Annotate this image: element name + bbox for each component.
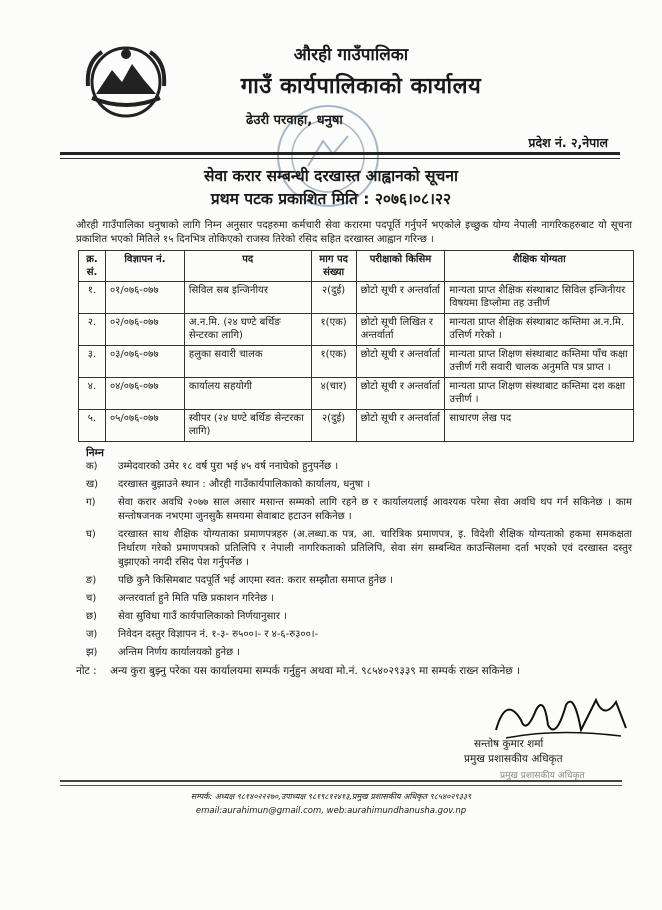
vacancy-table [78, 250, 634, 442]
term-key: क) [86, 461, 98, 472]
cell-exam: छोटो सूची र अन्तर्वार्ता [356, 346, 445, 378]
footer-email: email:aurahimun@gmail.com, web:aurahimundhanusha.gov.np [195, 806, 467, 816]
cell-ad-no: ०२/०७६-०७७ [105, 314, 184, 346]
list-item [86, 496, 632, 524]
cell-count: १(एक) [311, 314, 356, 346]
cell-qualification: मान्यता प्राप्त शिक्षण संस्थाबाट कम्तिमा दश कक्षा उत्तीर्ण । [445, 378, 634, 410]
term-text: सेवा सुविधा गाउँ कार्यपालिकाको निर्णयानुसार । [118, 611, 287, 622]
list-item [86, 628, 632, 642]
terms-heading: निम्न [86, 447, 104, 459]
table-row [79, 282, 634, 314]
term-text: अन्तिम निर्णय कार्यालयको हुनेछ । [118, 647, 241, 658]
cell-post: कार्यालय सहयोगी [184, 378, 311, 410]
cell-exam: छोटो सूची र अन्तर्वार्ता [356, 378, 445, 410]
signatory-stamp: प्रमुख प्रशासकीय अधिकृत [500, 771, 585, 781]
list-item [86, 610, 632, 624]
col-header-count: माग पद संख्या [311, 251, 356, 282]
cell-sn: ५. [79, 410, 106, 442]
note-text: अन्य कुरा बुझ्नु परेका यस कार्यालयमा सम्पर्क गर्नुहुन अथवा मो.नं. ९८५४०२९३३९ मा सम्पर्क राख्न सकिनेछ । [110, 665, 521, 677]
footer-rule-thin [60, 785, 622, 786]
table-row [79, 410, 634, 442]
cell-qualification: मान्यता प्राप्त शैक्षिक संस्थाबाट कम्तिमा अ.न.मि. उत्तिर्ण गरेको । [445, 314, 634, 346]
col-header-ad-no: विज्ञापन नं. [105, 251, 184, 282]
footer-contact: सम्पर्क: अध्यक्ष ९८१४०२२२७०,उपाध्यक्ष ९८१९८१२४१३,प्रमुख प्रशासकीय अधिकृत ९८५४०२९३३९ [190, 792, 472, 801]
cell-qualification: मान्यता प्राप्त शैक्षिक संस्थाबाट सिविल इन्जिनीयर विषयमा डिप्लोमा तह उत्तीर्ण [445, 282, 634, 314]
term-key: ङ) [86, 575, 97, 586]
list-item [86, 592, 632, 606]
province-label: प्रदेश नं. २,नेपाल [528, 135, 608, 150]
cell-qualification: मान्यता प्राप्त शिक्षण संस्थाबाट कम्तिमा पाँच कक्षा उत्तीर्ण गरी सवारी चालक अनुमति पत्र प्राप्त । [445, 346, 634, 378]
header-rule-thick [60, 152, 620, 155]
cell-post: अ.न.मि. (२४ घण्टे बर्थिङ सेन्टरका लागि) [184, 314, 311, 346]
term-text: दरखास्त बुझाउने स्थान : औरही गाउँकार्यपालिकाको कार्यालय, धनुषा । [118, 479, 371, 490]
term-key: छ) [86, 611, 97, 622]
cell-ad-no: ०३/०७६-०७७ [105, 346, 184, 378]
term-text: पछि कुनै किसिमबाट पदपूर्ति भई आएमा स्वत: करार सम्झौता समाप्त हुनेछ । [118, 575, 394, 586]
cell-ad-no: ०५/०७६-०७७ [105, 410, 184, 442]
cell-sn: १. [79, 282, 106, 314]
list-item [86, 646, 632, 660]
municipality-name: औरही गाउँपालिका [293, 45, 409, 65]
term-key: च) [86, 593, 97, 604]
list-item [86, 528, 632, 570]
term-text: उम्मेदवारको उमेर १८ वर्ष पुरा भई ४५ वर्ष ननाघेको हुनुपर्नेछ । [118, 461, 339, 472]
term-key: ग) [86, 497, 96, 508]
signatory-name: सन्तोष कुमार शर्मा [474, 738, 544, 750]
table-row [79, 346, 634, 378]
cell-qualification: साधारण लेख पद [445, 410, 634, 442]
term-text: निवेदन दस्तुर विज्ञापन नं. १-३- रु५००।- र ४-६-रु३००।- [118, 629, 319, 640]
footer-rule-thick [60, 780, 622, 782]
cell-ad-no: ०४/०७६-०७७ [105, 378, 184, 410]
col-header-post: पद [184, 251, 311, 282]
term-key: ज) [86, 629, 98, 640]
table-row [79, 314, 634, 346]
col-header-sn: क्र. सं. [79, 251, 106, 282]
cell-sn: ४. [79, 378, 106, 410]
term-text: दरखास्त साथ शैक्षिक योग्यताका प्रमाणपत्रहरु (अ.लब्धा.क पत्र, आ. चारित्रिक प्रमाणपत्र, इ. विदेशी शैक्षिक योग्यताको हकमा समकक्षता निर्धारण गरेको प्रमाणपत्रको प्रतिलिपि र नेपाली नागरिकताको प्रतिलिपि, सेवा संग सम्बन्धित काउन्सिलमा दर्ता भएको एवं दरखास्त दस्तुर बुझाएको नगदी रसिद पेश गर्नुपर्नेछ । [118, 529, 632, 568]
notice-date: प्रथम पटक प्रकाशित मिति : २०७६।०८।२२ [210, 190, 452, 208]
col-header-exam: परीक्षाको किसिम [356, 251, 445, 282]
cell-post: स्वीपर (२४ घण्टे बर्थिङ सेन्टरका लागि) [184, 410, 311, 442]
list-item [86, 460, 632, 474]
cell-post: सिविल सब इन्जिनीयर [184, 282, 311, 314]
table-header-row [79, 251, 634, 282]
cell-exam: छोटो सूची र अन्तर्वार्ता [356, 282, 445, 314]
list-item [86, 574, 632, 588]
office-name: गाउँ कार्यपालिकाको कार्यालय [240, 74, 482, 99]
cell-count: २(दुई) [311, 410, 356, 442]
header-rule-thin [60, 158, 620, 159]
cell-count: ४(चार) [311, 378, 356, 410]
cell-count: २(दुई) [311, 282, 356, 314]
cell-exam: छोटो सूची र अन्तर्वार्ता [356, 410, 445, 442]
cell-post: हलुका सवारी चालक [184, 346, 311, 378]
cell-sn: २. [79, 314, 106, 346]
cell-ad-no: ०१/०७६-०७७ [105, 282, 184, 314]
cell-count: १(एक) [311, 346, 356, 378]
note-block [76, 662, 636, 680]
list-item [86, 478, 632, 492]
cell-exam: छोटो सूची लिखित र अन्तर्वार्ता [356, 314, 445, 346]
term-text: अन्तरवार्ता हुने मिति पछि प्रकाशन गरिनेछ । [118, 593, 274, 604]
table-row [79, 378, 634, 410]
term-key: ख) [86, 479, 99, 490]
term-key: घ) [86, 529, 96, 540]
term-text: सेवा करार अवधि २०७७ साल असार मसान्त सम्मको लागि रहने छ र कार्यालयलाई आवश्यक परेमा सेवा अवधि थप गर्न सकिनेछ । काम सन्तोषजनक नभएमा जुनसुकै समयमा सेवाबाट हटाउन सकिनेछ । [118, 497, 632, 522]
col-header-qualification: शैक्षिक योग्यता [445, 251, 634, 282]
term-key: झ) [86, 647, 98, 658]
intro-paragraph: औरही गाउँपालिका धनुषाको लागि निम्न अनुसार पदहरुमा कर्मचारी सेवा करारमा पदपूर्ति गर्नुपर्ने भएकोले इच्छुक योग्य नेपाली नागरिकहरुबाट यो सूचना प्रकाशित भएको मितिले १५ दिनभित्र तोकिएको राजस्व तिरेको रसिद सहित दरखास्त आह्वान गरिन्छ । [76, 220, 632, 245]
cell-sn: ३. [79, 346, 106, 378]
note-label: नोट : [76, 665, 97, 677]
signatory-title: प्रमुख प्रशासकीय अधिकृत [464, 753, 563, 765]
terms-list [86, 460, 632, 664]
notice-title: सेवा करार सम्बन्धी दरखास्त आह्वानको सूचना [204, 167, 458, 185]
office-address: ढेउरी परवाहा, धनुषा [246, 113, 343, 128]
